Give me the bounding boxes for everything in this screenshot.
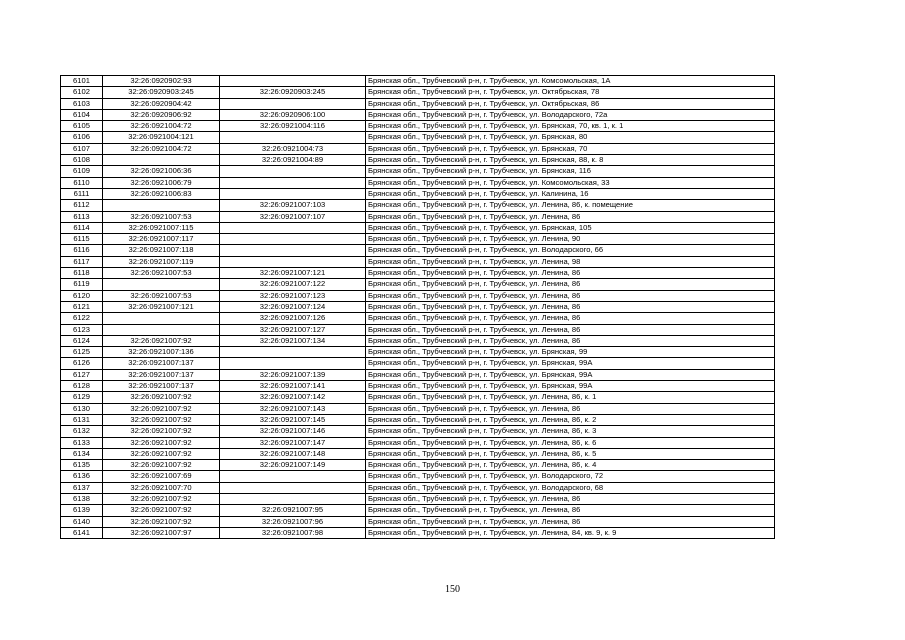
address-cell: Брянская обл., Трубчевский р-н, г. Трубчевск, ул. Ленина, 86, к. помещение xyxy=(366,200,775,211)
address-cell: Брянская обл., Трубчевский р-н, г. Трубчевск, ул. Ленина, 90 xyxy=(366,234,775,245)
row-number-cell: 6139 xyxy=(61,505,103,516)
table-row xyxy=(61,426,775,437)
row-number-cell: 6141 xyxy=(61,527,103,538)
cadastral-number-cell: 32:26:0921007:121 xyxy=(103,301,220,312)
table-row xyxy=(61,76,775,87)
cadastral-number-cell: 32:26:0921007:137 xyxy=(103,381,220,392)
address-cell: Брянская обл., Трубчевский р-н, г. Трубчевск, ул. Брянская, 80 xyxy=(366,132,775,143)
cadastral-number-cell: 32:26:0921006:83 xyxy=(103,188,220,199)
linked-cadastral-number-cell xyxy=(220,493,366,504)
linked-cadastral-number-cell xyxy=(220,98,366,109)
address-cell: Брянская обл., Трубчевский р-н, г. Трубчевск, ул. Комсомольская, 33 xyxy=(366,177,775,188)
cadastral-number-cell: 32:26:0921007:92 xyxy=(103,403,220,414)
address-cell: Брянская обл., Трубчевский р-н, г. Трубчевск, ул. Брянская, 99А xyxy=(366,358,775,369)
row-number-cell: 6127 xyxy=(61,369,103,380)
table-row xyxy=(61,381,775,392)
cadastral-number-cell xyxy=(103,324,220,335)
address-cell: Брянская обл., Трубчевский р-н, г. Трубчевск, ул. Ленина, 86 xyxy=(366,335,775,346)
row-number-cell: 6140 xyxy=(61,516,103,527)
table-row xyxy=(61,437,775,448)
row-number-cell: 6138 xyxy=(61,493,103,504)
cadastral-number-cell: 32:26:0921006:79 xyxy=(103,177,220,188)
address-cell: Брянская обл., Трубчевский р-н, г. Трубчевск, ул. Ленина, 98 xyxy=(366,256,775,267)
cadastral-number-cell: 32:26:0921004:121 xyxy=(103,132,220,143)
linked-cadastral-number-cell xyxy=(220,245,366,256)
row-number-cell: 6123 xyxy=(61,324,103,335)
table-row xyxy=(61,279,775,290)
address-cell: Брянская обл., Трубчевский р-н, г. Трубчевск, ул. Ленина, 86, к. 2 xyxy=(366,414,775,425)
row-number-cell: 6128 xyxy=(61,381,103,392)
address-cell: Брянская обл., Трубчевский р-н, г. Трубчевск, ул. Комсомольская, 1А xyxy=(366,76,775,87)
cadastral-number-cell: 32:26:0921007:118 xyxy=(103,245,220,256)
linked-cadastral-number-cell xyxy=(220,234,366,245)
cadastral-number-cell: 32:26:0921007:92 xyxy=(103,493,220,504)
cadastral-number-cell: 32:26:0921007:92 xyxy=(103,414,220,425)
linked-cadastral-number-cell: 32:26:0921007:146 xyxy=(220,426,366,437)
linked-cadastral-number-cell: 32:26:0921007:149 xyxy=(220,460,366,471)
table-row xyxy=(61,527,775,538)
table-row xyxy=(61,493,775,504)
cadastral-number-cell: 32:26:0921007:92 xyxy=(103,335,220,346)
table-row xyxy=(61,313,775,324)
row-number-cell: 6109 xyxy=(61,166,103,177)
linked-cadastral-number-cell: 32:26:0921007:139 xyxy=(220,369,366,380)
row-number-cell: 6112 xyxy=(61,200,103,211)
row-number-cell: 6120 xyxy=(61,290,103,301)
linked-cadastral-number-cell: 32:26:0921007:121 xyxy=(220,268,366,279)
linked-cadastral-number-cell: 32:26:0920903:245 xyxy=(220,87,366,98)
table-row xyxy=(61,335,775,346)
address-cell: Брянская обл., Трубчевский р-н, г. Трубчевск, ул. Ленина, 86, к. 3 xyxy=(366,426,775,437)
address-cell: Брянская обл., Трубчевский р-н, г. Трубчевск, ул. Ленина, 86, к. 6 xyxy=(366,437,775,448)
table-row xyxy=(61,290,775,301)
row-number-cell: 6132 xyxy=(61,426,103,437)
cadastral-number-cell: 32:26:0921007:137 xyxy=(103,369,220,380)
linked-cadastral-number-cell: 32:26:0921007:148 xyxy=(220,448,366,459)
row-number-cell: 6124 xyxy=(61,335,103,346)
row-number-cell: 6119 xyxy=(61,279,103,290)
address-cell: Брянская обл., Трубчевский р-н, г. Трубчевск, ул. Ленина, 84, кв. 9, к. 9 xyxy=(366,527,775,538)
address-cell: Брянская обл., Трубчевский р-н, г. Трубчевск, ул. Ленина, 86 xyxy=(366,290,775,301)
cadastral-number-cell: 32:26:0921007:92 xyxy=(103,392,220,403)
row-number-cell: 6131 xyxy=(61,414,103,425)
table-row xyxy=(61,256,775,267)
row-number-cell: 6133 xyxy=(61,437,103,448)
cadastral-number-cell: 32:26:0921006:36 xyxy=(103,166,220,177)
cadastral-number-cell: 32:26:0921007:92 xyxy=(103,516,220,527)
cadastral-number-cell: 32:26:0921007:92 xyxy=(103,448,220,459)
cadastral-number-cell: 32:26:0920906:92 xyxy=(103,109,220,120)
table-row xyxy=(61,234,775,245)
address-cell: Брянская обл., Трубчевский р-н, г. Трубчевск, ул. Ленина, 86, к. 4 xyxy=(366,460,775,471)
linked-cadastral-number-cell xyxy=(220,482,366,493)
cadastral-number-cell: 32:26:0921007:137 xyxy=(103,358,220,369)
linked-cadastral-number-cell: 32:26:0921007:107 xyxy=(220,211,366,222)
row-number-cell: 6117 xyxy=(61,256,103,267)
cadastral-number-cell: 32:26:0921007:92 xyxy=(103,505,220,516)
table-row xyxy=(61,87,775,98)
table-row xyxy=(61,347,775,358)
row-number-cell: 6125 xyxy=(61,347,103,358)
linked-cadastral-number-cell: 32:26:0921007:147 xyxy=(220,437,366,448)
cadastral-number-cell: 32:26:0921007:117 xyxy=(103,234,220,245)
cadastral-number-cell: 32:26:0921007:53 xyxy=(103,290,220,301)
cadastral-number-cell xyxy=(103,200,220,211)
table-row xyxy=(61,143,775,154)
table-row xyxy=(61,414,775,425)
row-number-cell: 6129 xyxy=(61,392,103,403)
address-cell: Брянская обл., Трубчевский р-н, г. Трубчевск, ул. Брянская, 99А xyxy=(366,381,775,392)
address-cell: Брянская обл., Трубчевский р-н, г. Трубчевск, ул. Калинина, 16 xyxy=(366,188,775,199)
cadastral-number-cell: 32:26:0921007:119 xyxy=(103,256,220,267)
address-cell: Брянская обл., Трубчевский р-н, г. Трубчевск, ул. Октябрьская, 86 xyxy=(366,98,775,109)
table-row xyxy=(61,301,775,312)
address-cell: Брянская обл., Трубчевский р-н, г. Трубчевск, ул. Ленина, 86 xyxy=(366,211,775,222)
linked-cadastral-number-cell: 32:26:0921007:143 xyxy=(220,403,366,414)
table-row xyxy=(61,369,775,380)
address-cell: Брянская обл., Трубчевский р-н, г. Трубчевск, ул. Октябрьская, 78 xyxy=(366,87,775,98)
table-row xyxy=(61,403,775,414)
table-row xyxy=(61,222,775,233)
cadastral-number-cell: 32:26:0921007:70 xyxy=(103,482,220,493)
linked-cadastral-number-cell: 32:26:0921007:123 xyxy=(220,290,366,301)
cadastral-number-cell: 32:26:0921007:92 xyxy=(103,437,220,448)
linked-cadastral-number-cell: 32:26:0921007:124 xyxy=(220,301,366,312)
row-number-cell: 6114 xyxy=(61,222,103,233)
address-cell: Брянская обл., Трубчевский р-н, г. Трубчевск, ул. Ленина, 86 xyxy=(366,493,775,504)
linked-cadastral-number-cell: 32:26:0921007:134 xyxy=(220,335,366,346)
table-row xyxy=(61,98,775,109)
linked-cadastral-number-cell xyxy=(220,166,366,177)
linked-cadastral-number-cell: 32:26:0921007:96 xyxy=(220,516,366,527)
row-number-cell: 6137 xyxy=(61,482,103,493)
cadastral-number-cell xyxy=(103,155,220,166)
address-cell: Брянская обл., Трубчевский р-н, г. Трубчевск, ул. Ленина, 86 xyxy=(366,516,775,527)
table-row xyxy=(61,200,775,211)
row-number-cell: 6101 xyxy=(61,76,103,87)
cadastral-number-cell: 32:26:0921004:72 xyxy=(103,143,220,154)
table-row xyxy=(61,324,775,335)
address-cell: Брянская обл., Трубчевский р-н, г. Трубчевск, ул. Ленина, 86, к. 5 xyxy=(366,448,775,459)
address-cell: Брянская обл., Трубчевский р-н, г. Трубчевск, ул. Ленина, 86 xyxy=(366,403,775,414)
address-cell: Брянская обл., Трубчевский р-н, г. Трубчевск, ул. Брянская, 116 xyxy=(366,166,775,177)
cadastral-number-cell: 32:26:0921007:92 xyxy=(103,426,220,437)
cadastral-number-cell xyxy=(103,279,220,290)
row-number-cell: 6107 xyxy=(61,143,103,154)
linked-cadastral-number-cell: 32:26:0921007:95 xyxy=(220,505,366,516)
address-cell: Брянская обл., Трубчевский р-н, г. Трубчевск, ул. Володарского, 68 xyxy=(366,482,775,493)
address-cell: Брянская обл., Трубчевский р-н, г. Трубчевск, ул. Брянская, 70 xyxy=(366,143,775,154)
cadastral-number-cell: 32:26:0920902:93 xyxy=(103,76,220,87)
linked-cadastral-number-cell: 32:26:0921004:89 xyxy=(220,155,366,166)
cadastral-number-cell: 32:26:0920904:42 xyxy=(103,98,220,109)
row-number-cell: 6103 xyxy=(61,98,103,109)
linked-cadastral-number-cell xyxy=(220,222,366,233)
cadastral-number-cell: 32:26:0921007:53 xyxy=(103,211,220,222)
row-number-cell: 6116 xyxy=(61,245,103,256)
linked-cadastral-number-cell xyxy=(220,347,366,358)
linked-cadastral-number-cell: 32:26:0921007:122 xyxy=(220,279,366,290)
table-row xyxy=(61,245,775,256)
table-row xyxy=(61,188,775,199)
row-number-cell: 6136 xyxy=(61,471,103,482)
linked-cadastral-number-cell xyxy=(220,358,366,369)
row-number-cell: 6106 xyxy=(61,132,103,143)
linked-cadastral-number-cell: 32:26:0921007:103 xyxy=(220,200,366,211)
address-cell: Брянская обл., Трубчевский р-н, г. Трубчевск, ул. Ленина, 86 xyxy=(366,279,775,290)
cadastral-number-cell: 32:26:0921007:97 xyxy=(103,527,220,538)
row-number-cell: 6115 xyxy=(61,234,103,245)
linked-cadastral-number-cell xyxy=(220,256,366,267)
table-row xyxy=(61,155,775,166)
address-cell: Брянская обл., Трубчевский р-н, г. Трубчевск, ул. Ленина, 86 xyxy=(366,324,775,335)
row-number-cell: 6111 xyxy=(61,188,103,199)
row-number-cell: 6118 xyxy=(61,268,103,279)
linked-cadastral-number-cell: 32:26:0921007:126 xyxy=(220,313,366,324)
registry-table-body xyxy=(61,76,775,539)
address-cell: Брянская обл., Трубчевский р-н, г. Трубчевск, ул. Ленина, 86 xyxy=(366,301,775,312)
table-row xyxy=(61,448,775,459)
linked-cadastral-number-cell xyxy=(220,177,366,188)
address-cell: Брянская обл., Трубчевский р-н, г. Трубчевск, ул. Брянская, 88, к. 8 xyxy=(366,155,775,166)
table-row xyxy=(61,471,775,482)
table-row xyxy=(61,121,775,132)
cadastral-number-cell: 32:26:0921007:53 xyxy=(103,268,220,279)
cadastral-number-cell: 32:26:0921007:69 xyxy=(103,471,220,482)
row-number-cell: 6102 xyxy=(61,87,103,98)
property-registry-table xyxy=(60,75,775,539)
row-number-cell: 6130 xyxy=(61,403,103,414)
cadastral-number-cell: 32:26:0921007:136 xyxy=(103,347,220,358)
table-row xyxy=(61,132,775,143)
row-number-cell: 6121 xyxy=(61,301,103,312)
address-cell: Брянская обл., Трубчевский р-н, г. Трубчевск, ул. Брянская, 70, кв. 1, к. 1 xyxy=(366,121,775,132)
row-number-cell: 6126 xyxy=(61,358,103,369)
table-row xyxy=(61,268,775,279)
cadastral-number-cell xyxy=(103,313,220,324)
address-cell: Брянская обл., Трубчевский р-н, г. Трубчевск, ул. Брянская, 99 xyxy=(366,347,775,358)
linked-cadastral-number-cell: 32:26:0921004:116 xyxy=(220,121,366,132)
table-row xyxy=(61,392,775,403)
linked-cadastral-number-cell xyxy=(220,132,366,143)
address-cell: Брянская обл., Трубчевский р-н, г. Трубчевск, ул. Брянская, 105 xyxy=(366,222,775,233)
row-number-cell: 6134 xyxy=(61,448,103,459)
address-cell: Брянская обл., Трубчевский р-н, г. Трубчевск, ул. Ленина, 86, к. 1 xyxy=(366,392,775,403)
page-number: 150 xyxy=(445,584,460,595)
row-number-cell: 6105 xyxy=(61,121,103,132)
table-row xyxy=(61,109,775,120)
table-row xyxy=(61,166,775,177)
linked-cadastral-number-cell: 32:26:0921007:141 xyxy=(220,381,366,392)
address-cell: Брянская обл., Трубчевский р-н, г. Трубчевск, ул. Володарского, 72 xyxy=(366,471,775,482)
address-cell: Брянская обл., Трубчевский р-н, г. Трубчевск, ул. Володарского, 72а xyxy=(366,109,775,120)
table-row xyxy=(61,516,775,527)
linked-cadastral-number-cell: 32:26:0921007:145 xyxy=(220,414,366,425)
cadastral-number-cell: 32:26:0921004:72 xyxy=(103,121,220,132)
row-number-cell: 6122 xyxy=(61,313,103,324)
linked-cadastral-number-cell xyxy=(220,471,366,482)
address-cell: Брянская обл., Трубчевский р-н, г. Трубчевск, ул. Ленина, 86 xyxy=(366,268,775,279)
linked-cadastral-number-cell: 32:26:0921007:127 xyxy=(220,324,366,335)
row-number-cell: 6135 xyxy=(61,460,103,471)
address-cell: Брянская обл., Трубчевский р-н, г. Трубчевск, ул. Брянская, 99А xyxy=(366,369,775,380)
address-cell: Брянская обл., Трубчевский р-н, г. Трубчевск, ул. Ленина, 86 xyxy=(366,505,775,516)
address-cell: Брянская обл., Трубчевский р-н, г. Трубчевск, ул. Ленина, 86 xyxy=(366,313,775,324)
address-cell: Брянская обл., Трубчевский р-н, г. Трубчевск, ул. Володарского, 66 xyxy=(366,245,775,256)
linked-cadastral-number-cell xyxy=(220,76,366,87)
linked-cadastral-number-cell: 32:26:0921007:142 xyxy=(220,392,366,403)
row-number-cell: 6104 xyxy=(61,109,103,120)
linked-cadastral-number-cell: 32:26:0921007:98 xyxy=(220,527,366,538)
row-number-cell: 6113 xyxy=(61,211,103,222)
table-row xyxy=(61,482,775,493)
linked-cadastral-number-cell: 32:26:0920906:100 xyxy=(220,109,366,120)
linked-cadastral-number-cell xyxy=(220,188,366,199)
row-number-cell: 6110 xyxy=(61,177,103,188)
table-row xyxy=(61,211,775,222)
table-row xyxy=(61,358,775,369)
linked-cadastral-number-cell: 32:26:0921004:73 xyxy=(220,143,366,154)
table-row xyxy=(61,505,775,516)
table-row xyxy=(61,177,775,188)
table-row xyxy=(61,460,775,471)
cadastral-number-cell: 32:26:0921007:92 xyxy=(103,460,220,471)
row-number-cell: 6108 xyxy=(61,155,103,166)
cadastral-number-cell: 32:26:0920903:245 xyxy=(103,87,220,98)
cadastral-number-cell: 32:26:0921007:115 xyxy=(103,222,220,233)
